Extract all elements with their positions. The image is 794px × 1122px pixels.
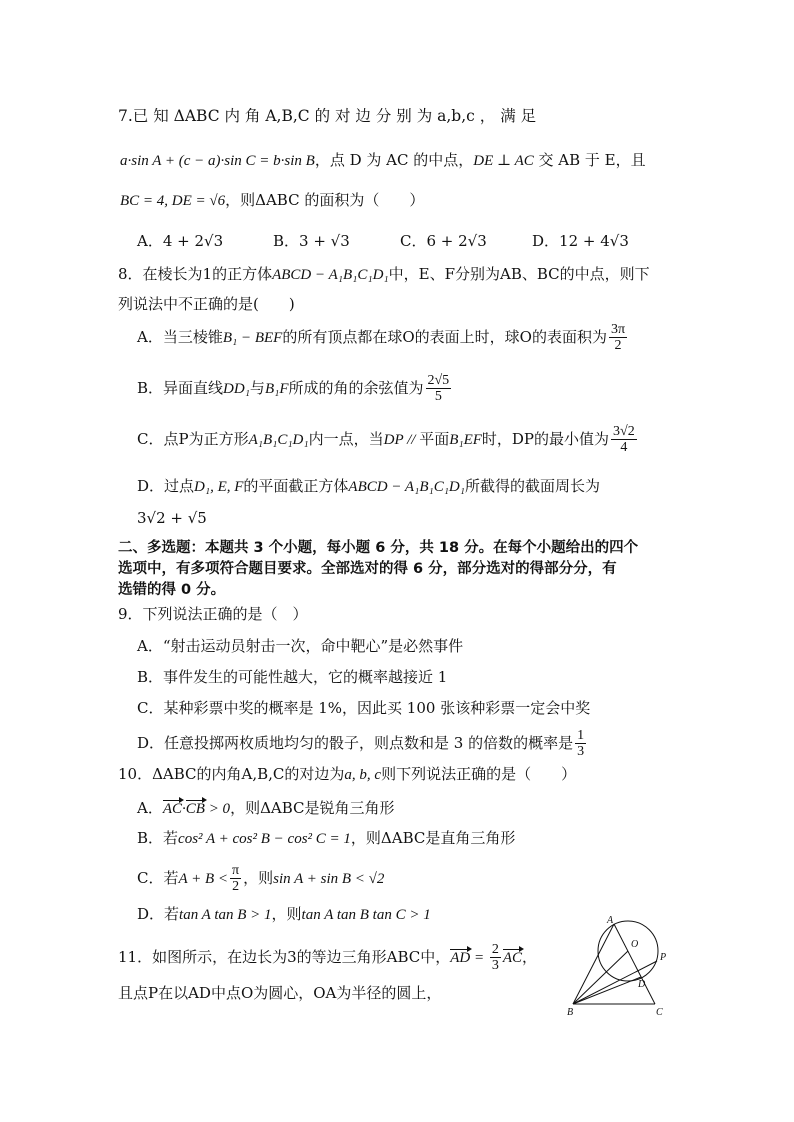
segment-bo xyxy=(573,951,628,1004)
q10-stem-text2: 则下列说法正确的是（ ） xyxy=(381,765,577,783)
section2-line1: 二、多选题：本题共 3 个小题，每小题 6 分，共 18 分。在每个小题给出的四个 xyxy=(118,540,639,556)
q11-vector-ad: AD xyxy=(450,949,471,966)
q10-a-ineq: > 0 xyxy=(204,801,231,817)
q8-cube: ABCD − A₁B₁C₁D₁ xyxy=(272,267,389,283)
q8-c-math: A₁B₁C₁D₁ xyxy=(248,431,309,448)
q8-d-text: D．过点 xyxy=(137,477,195,495)
q7-line2 xyxy=(120,152,646,170)
q8-c-math3: B₁EF xyxy=(449,431,482,448)
label-b: B xyxy=(567,1007,574,1018)
q10-a-prefix: A． xyxy=(137,799,163,817)
q10-d-math: tan A tan B > 1 xyxy=(179,907,272,923)
label-d: D xyxy=(638,979,646,990)
q10-a-vector-cb: CB xyxy=(185,801,205,817)
q7-option-c: C．6 + 2√3 xyxy=(400,232,487,250)
q8-d-math2: ABCD − A₁B₁C₁D₁ xyxy=(348,479,465,495)
q10-c-prefix: C．若 xyxy=(137,868,179,887)
q7-option-a: A．4 + 2√3 xyxy=(137,232,224,250)
q7-line3-text: ，则ΔABC 的面积为（ ） xyxy=(225,191,425,209)
q10-option-c xyxy=(137,863,384,895)
q11-figure xyxy=(565,914,695,1024)
q9-option-a: A．“射击运动员射击一次，命中靶心”是必然事件 xyxy=(137,637,464,655)
q11-fraction: $\frac{2}{3}$ xyxy=(491,942,499,974)
q8-b-text3: 所成的角的余弦值为 xyxy=(288,378,424,397)
q8-b-math: DD₁ xyxy=(223,380,250,397)
q10-a-text: ，则ΔABC是锐角三角形 xyxy=(230,799,395,817)
q10-a-vector-ac: AC xyxy=(162,801,183,817)
edge-ab xyxy=(573,924,614,1004)
q8-c-text2: 内一点，当 xyxy=(308,429,384,448)
q10-c-math2: sin A + sin B < √2 xyxy=(273,870,385,887)
q8-d-math: D₁, E, F xyxy=(194,479,244,495)
q9-option-d xyxy=(137,728,588,760)
q7-line2-text2: 交 AB 于 E，且 xyxy=(533,151,646,169)
q9-d-fraction: $\frac{1}{3}$ xyxy=(577,728,585,760)
q8-option-c xyxy=(137,424,639,456)
q8-a-math: B₁ − BEF xyxy=(222,329,283,346)
q10-stem xyxy=(118,766,576,784)
q8-c-text4: 时，DP的最小值为 xyxy=(481,429,610,448)
q8-option-d-line2: 3√2 + √5 xyxy=(137,509,207,527)
q10-option-a xyxy=(137,800,395,818)
q8-c-text: C．点P为正方形 xyxy=(137,429,249,448)
label-c: C xyxy=(656,1007,663,1018)
q8-b-math2: B₁F xyxy=(264,380,289,397)
q9-stem: 9．下列说法正确的是（ ） xyxy=(118,605,308,623)
q10-c-fraction: $\frac{\pi}{2}$ xyxy=(232,863,240,895)
q8-a-fraction: $\frac{3\pi}{2}$ xyxy=(610,322,626,354)
q8-b-text: B．异面直线 xyxy=(137,378,224,397)
q11-line2: 且点P在以AD中点O为圆心，OA为半径的圆上， xyxy=(118,984,442,1002)
q11-line1 xyxy=(118,942,537,974)
q9-d-text: D．任意投掷两枚质地均匀的骰子，则点数和是 3 的倍数的概率是 xyxy=(137,733,574,752)
q10-d-prefix: D．若 xyxy=(137,905,180,923)
q7-condition-equation: a·sin A + (c − a)·sin C = b·sin B xyxy=(120,153,315,169)
q8-stem-text: 8．在棱长为1的正方体 xyxy=(118,265,273,283)
q10-c-text: ，则 xyxy=(243,868,274,887)
q10-option-b xyxy=(137,830,515,848)
q7-line1: 7.已 知 ΔABC 内 角 A,B,C 的 对 边 分 别 为 a,b,c ， 满 足 xyxy=(118,107,537,125)
section2-line3: 选错的得 0 分。 xyxy=(118,582,226,598)
q10-b-math: cos² A + cos² B − cos² C = 1 xyxy=(178,831,351,847)
q8-option-b xyxy=(137,373,453,405)
q8-a-text: A．当三棱锥 xyxy=(137,327,223,346)
q7-option-d: D．12 + 4√3 xyxy=(532,232,629,250)
q8-c-text3: 平面 xyxy=(419,429,450,448)
q10-stem-text: 10．ΔABC的内角A,B,C的对边为 xyxy=(118,765,345,783)
q8-stem-text2: 中，E、F分别为AB、BC的中点，则下 xyxy=(388,265,650,283)
q10-b-prefix: B．若 xyxy=(137,829,179,847)
q8-c-math2: DP // xyxy=(383,431,420,448)
q8-d-text2: 的平面截正方体 xyxy=(243,477,349,495)
q8-line2: 列说法中不正确的是( ) xyxy=(118,295,295,313)
q8-d-text3: 所截得的截面周长为 xyxy=(464,477,600,495)
q7-line2-text: ，点 D 为 AC 的中点， xyxy=(314,151,474,169)
label-o: O xyxy=(631,939,639,950)
segment-bd xyxy=(573,977,641,1004)
q8-line1 xyxy=(118,266,650,284)
q11-vector-ac: AC xyxy=(502,949,523,966)
q7-option-b: B．3 + √3 xyxy=(273,232,350,250)
q11-eq: = xyxy=(470,949,488,966)
q11-text: 11．如图所示，在边长为3的等边三角形ABC中， xyxy=(118,947,451,966)
q10-d-text: ，则 xyxy=(271,905,302,923)
q8-b-text2: 与 xyxy=(249,378,265,397)
edge-ac xyxy=(614,924,655,1004)
q9-option-b: B．事件发生的可能性越大，它的概率越接近 1 xyxy=(137,668,448,686)
label-a: A xyxy=(607,915,614,926)
section2-line2: 选项中，有多项符合题目要求。全部选对的得 6 分，部分选对的得部分分，有 xyxy=(118,561,617,577)
q8-b-fraction: $\frac{2√5}{5}$ xyxy=(427,373,450,405)
label-p: P xyxy=(660,952,667,963)
q10-stem-math: a, b, c xyxy=(344,767,382,783)
q10-c-math: A + B < xyxy=(178,870,229,887)
q10-b-text: ，则ΔABC是直角三角形 xyxy=(350,829,516,847)
q9-option-c: C．某种彩票中奖的概率是 1%，因此买 100 张该种彩票一定会中奖 xyxy=(137,699,591,717)
q7-perp: DE ⊥ AC xyxy=(473,153,534,169)
q10-option-d xyxy=(137,906,431,924)
q7-given: BC = 4, DE = √6 xyxy=(120,193,226,209)
q8-c-fraction: $\frac{3√2}{4}$ xyxy=(613,424,635,456)
q10-d-math2: tan A tan B tan C > 1 xyxy=(301,907,431,923)
q7-line3 xyxy=(120,192,424,210)
q11-comma: ， xyxy=(522,947,538,966)
q8-option-a xyxy=(137,322,629,354)
q8-option-d xyxy=(137,478,600,496)
q10-a-dot: · xyxy=(182,801,186,817)
q8-a-text2: 的所有顶点都在球O的表面上时，球O的表面积为 xyxy=(282,327,607,346)
